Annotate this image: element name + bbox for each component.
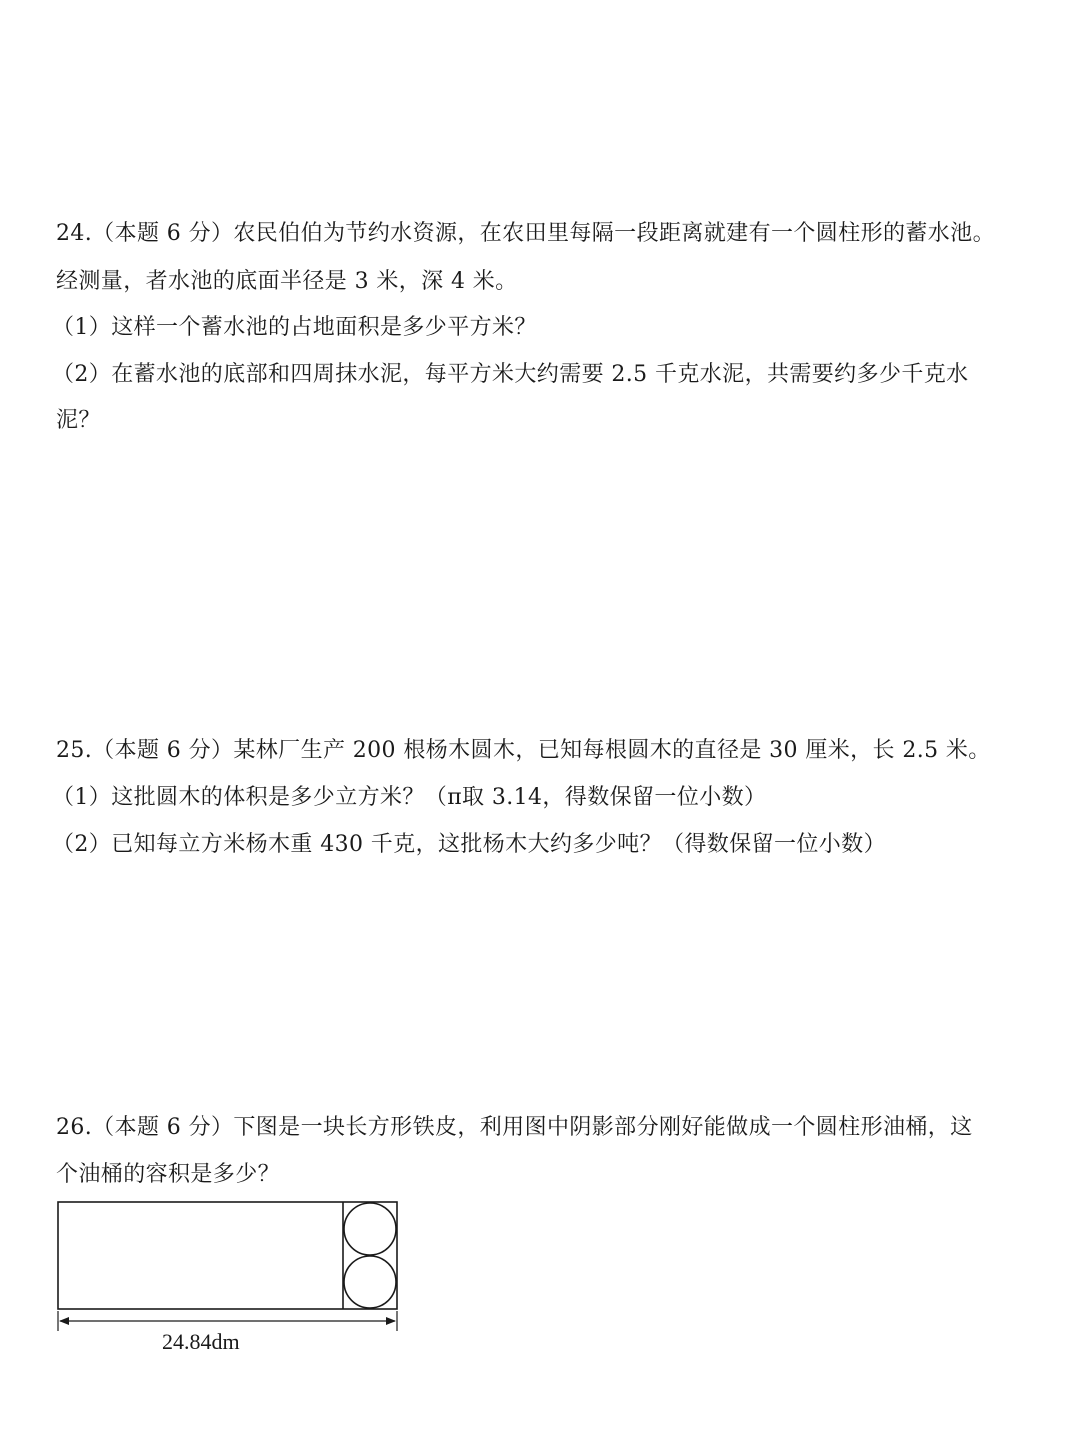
q25-line-1: 25.（本题 6 分）某林厂生产 200 根杨木圆木，已知每根圆木的直径是 30 厘米，长 2.5 米。: [56, 738, 991, 763]
q26-line-1: 26.（本题 6 分）下图是一块长方形铁皮，利用图中阴影部分刚好能做成一个圆柱形油桶，这: [56, 1115, 973, 1140]
dimension-arrow-left: [59, 1317, 69, 1325]
q24-line-2: 经测量，者水池的底面半径是 3 米，深 4 米。: [56, 269, 518, 294]
q26-line-2: 个油桶的容积是多少？: [56, 1162, 281, 1187]
q25-sub-question-1: （1）这批圆木的体积是多少立方米？（π取 3.14，得数保留一位小数）: [52, 785, 767, 810]
dimension-label: 24.84dm: [162, 1329, 240, 1354]
q24-sub-question-2-line-2: 泥？: [56, 408, 101, 433]
top-circle: [344, 1203, 396, 1255]
bottom-circle: [344, 1256, 396, 1308]
q24-line-1: 24.（本题 6 分）农民伯伯为节约水资源，在农田里每隔一段距离就建有一个圆柱形的蓄水池。: [56, 221, 995, 246]
q25-sub-question-2: （2）已知每立方米杨木重 430 千克，这批杨木大约多少吨？（得数保留一位小数）: [52, 832, 886, 857]
dimension-arrow-right: [386, 1317, 396, 1325]
q24-sub-question-1: （1）这样一个蓄水池的占地面积是多少平方米？: [52, 315, 537, 340]
q24-sub-question-2-line-1: （2）在蓄水池的底部和四周抹水泥，每平方米大约需要 2.5 千克水泥，共需要约多少千克水: [52, 362, 969, 387]
